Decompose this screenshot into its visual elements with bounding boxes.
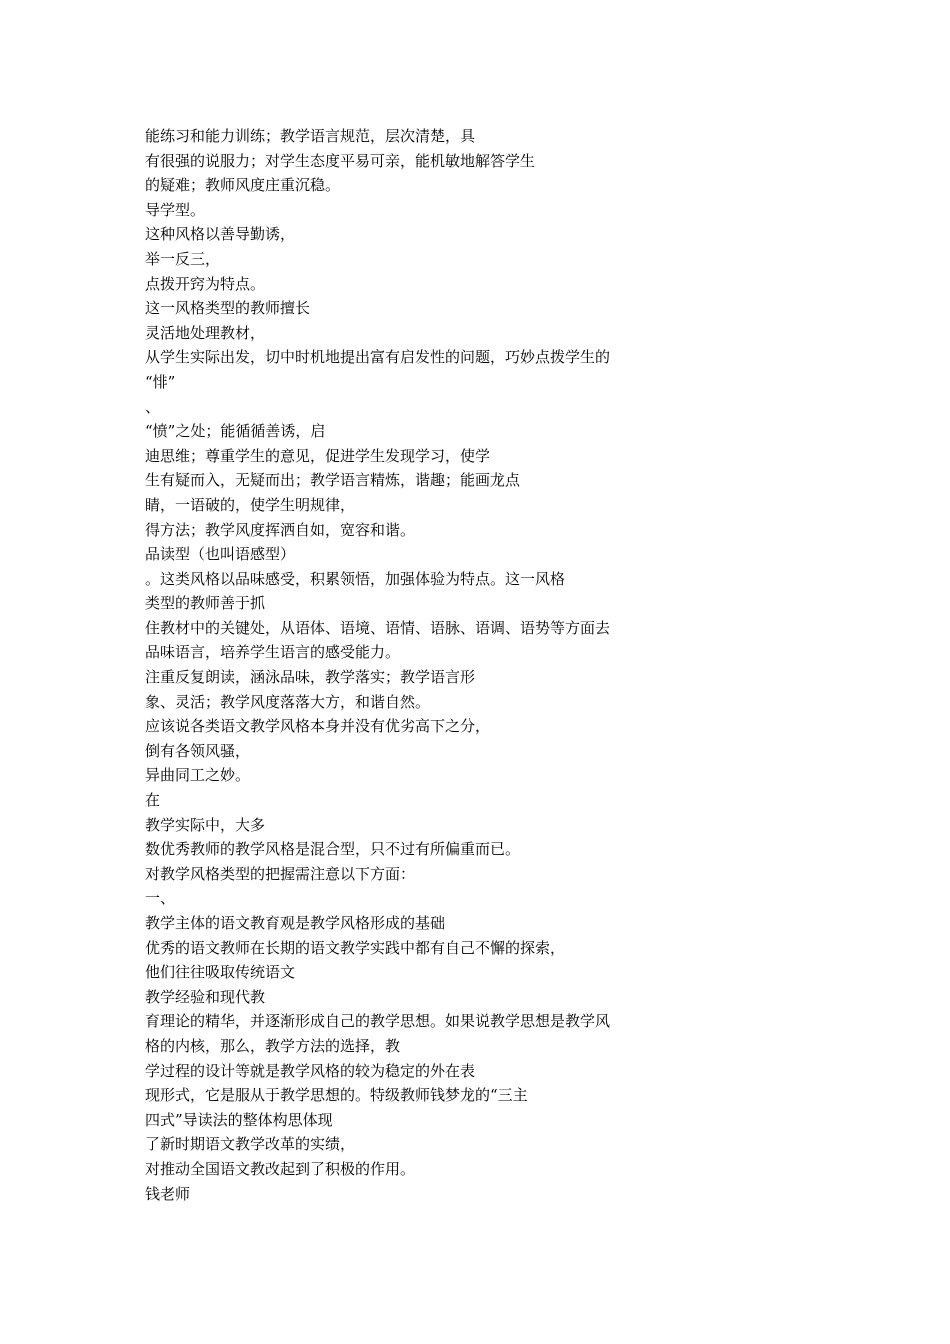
text-line: 住教材中的关键处，从语体、语境、语情、语脉、语调、语势等方面去 <box>145 618 611 637</box>
text-line: 他们往往吸取传统语文 <box>145 963 296 982</box>
text-line: 教学经验和现代教 <box>145 987 266 1006</box>
text-line: 钱老师 <box>145 1184 191 1203</box>
text-line: 格的内核，那么，教学方法的选择，教 <box>145 1036 401 1055</box>
text-line: 应该说各类语文教学风格本身并没有优劣高下之分， <box>145 717 491 736</box>
text-line: 得方法；教学风度挥洒自如，宽容和谐。 <box>145 520 416 539</box>
text-line: 教学实际中，大多 <box>145 815 266 834</box>
text-line: 能练习和能力训练；教学语言规范，层次清楚，具 <box>145 127 476 145</box>
text-line: 优秀的语文教师在长期的语文教学实践中都有自己不懈的探索， <box>145 938 566 957</box>
text-line: 类型的教师善于抓 <box>145 594 266 613</box>
text-line: 异曲同工之妙。 <box>145 766 251 785</box>
text-line: 从学生实际出发，切中时机地提出富有启发性的问题，巧妙点拨学生的 <box>145 348 611 367</box>
text-line: 数优秀教师的教学风格是混合型，只不过有所偏重而已。 <box>145 840 521 859</box>
text-line: 睛，一语破的，使学生明规律， <box>145 495 356 514</box>
text-line: 教学主体的语文教育观是教学风格形成的基础 <box>145 914 446 932</box>
text-line: 品味语言，培养学生语言的感受能力。 <box>145 643 401 662</box>
text-line: 四式”导读法的整体构思体现 <box>145 1110 333 1129</box>
text-line: 对教学风格类型的把握需注意以下方面： <box>145 864 416 883</box>
text-line: 生有疑而入，无疑而出；教学语言精炼，谐趣；能画龙点 <box>145 471 521 490</box>
text-line: 。这类风格以品味感受，积累领悟，加强体验为特点。这一风格 <box>145 569 566 588</box>
text-line: 象、灵活；教学风度落落大方，和谐自然。 <box>145 692 431 711</box>
text-line: 导学型。 <box>145 200 206 219</box>
text-line: 灵活地处理教材， <box>145 323 266 342</box>
text-line: 举一反三， <box>145 249 221 268</box>
text-line: 注重反复朗读，涵泳品味，教学落实；教学语言形 <box>145 668 476 687</box>
text-line: 这一风格类型的教师擅长 <box>145 299 311 318</box>
text-line: 的疑难；教师风度庄重沉稳。 <box>145 176 341 195</box>
text-line: 对推动全国语文教改起到了积极的作用。 <box>145 1159 416 1178</box>
text-line: 有很强的说服力；对学生态度平易可亲，能机敏地解答学生 <box>145 151 536 170</box>
text-line: 、 <box>145 397 161 416</box>
text-line: 在 <box>145 791 161 810</box>
text-line: 点拨开窍为特点。 <box>145 274 266 293</box>
text-line: 了新时期语文教学改革的实绩， <box>145 1135 356 1154</box>
text-line: 品读型（也叫语感型） <box>145 545 296 564</box>
text-line: 迪思维；尊重学生的意见，促进学生发现学习，使学 <box>145 446 491 465</box>
text-line: 现形式，它是服从于教学思想的。特级教师钱梦龙的“三主 <box>145 1086 528 1105</box>
text-line: 一、 <box>145 889 176 908</box>
text-line: 学过程的设计等就是教学风格的较为稳定的外在表 <box>145 1061 476 1080</box>
text-line: 倒有各领风骚， <box>145 741 251 760</box>
text-line: “悱” <box>145 372 176 391</box>
text-line: “愤”之处；能循循善诱，启 <box>145 422 326 441</box>
document-body-text <box>145 124 705 1206</box>
text-line: 育理论的精华，并逐渐形成自己的教学思想。如果说教学思想是教学风 <box>145 1012 611 1031</box>
text-line: 这种风格以善导勤诱， <box>145 225 296 244</box>
